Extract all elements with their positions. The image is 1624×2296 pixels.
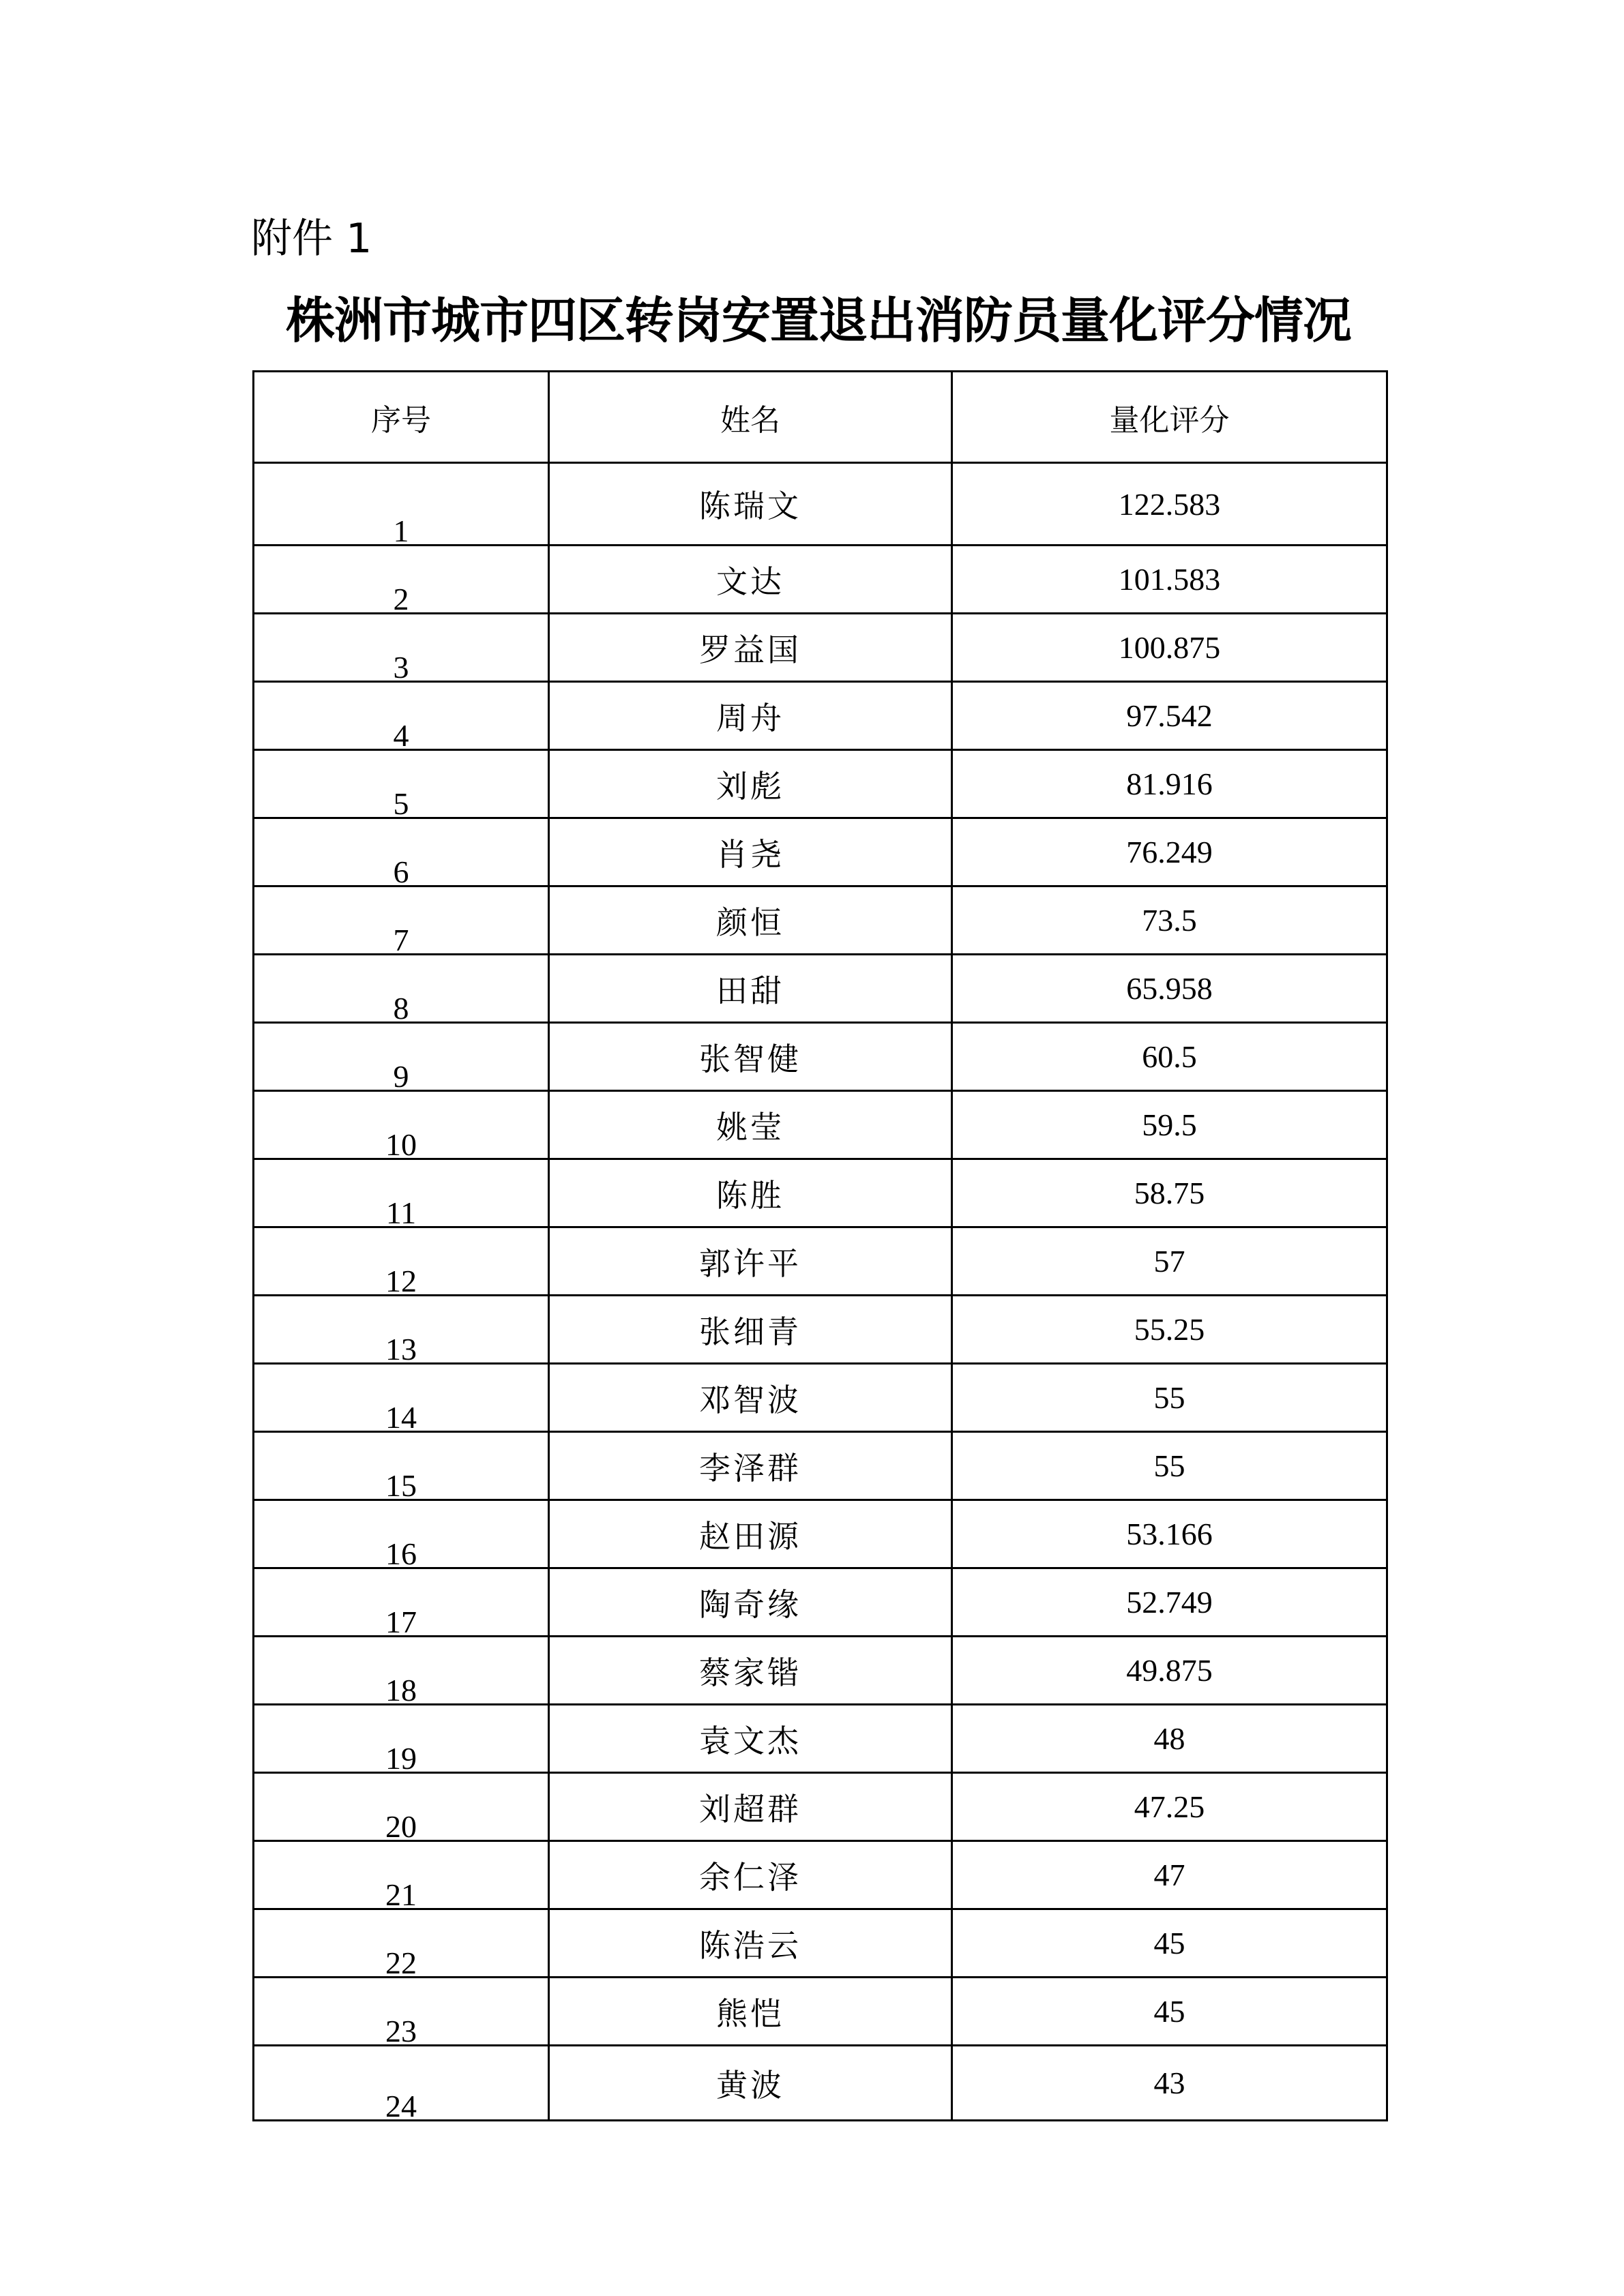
row-index: 22 — [385, 1945, 417, 1980]
row-index-cell — [254, 955, 549, 1026]
row-index: 17 — [385, 1605, 417, 1639]
table-row — [254, 1296, 1387, 1364]
row-index: 23 — [385, 2014, 417, 2048]
row-name: 黄波 — [549, 2046, 952, 2121]
row-name: 姚莹 — [549, 1091, 952, 1159]
row-index-cell — [254, 1909, 549, 1978]
row-name: 张细青 — [549, 1296, 952, 1364]
row-score: 45 — [952, 1978, 1387, 2046]
table-row — [254, 955, 1387, 1023]
row-name: 陈胜 — [549, 1159, 952, 1227]
column-header-name: 姓名 — [549, 372, 952, 463]
row-name: 肖尧 — [549, 818, 952, 886]
row-score: 57 — [952, 1227, 1387, 1296]
row-index: 9 — [393, 1059, 409, 1094]
row-name: 袁文杰 — [549, 1705, 952, 1773]
row-index-cell — [254, 2046, 549, 2121]
row-score: 52.749 — [952, 1568, 1387, 1637]
row-score: 55 — [952, 1432, 1387, 1500]
table-row — [254, 1568, 1387, 1637]
row-index: 3 — [393, 650, 409, 685]
row-index-cell — [254, 463, 549, 546]
row-score: 47.25 — [952, 1773, 1387, 1841]
row-index: 1 — [393, 513, 409, 548]
row-index: 16 — [385, 1536, 417, 1571]
row-index: 21 — [385, 1877, 417, 1912]
row-index: 15 — [385, 1468, 417, 1503]
table-row — [254, 1227, 1387, 1296]
row-score: 45 — [952, 1909, 1387, 1978]
row-score: 43 — [952, 2046, 1387, 2121]
row-score: 59.5 — [952, 1091, 1387, 1159]
row-name: 陈浩云 — [549, 1909, 952, 1978]
row-name: 李泽群 — [549, 1432, 952, 1500]
row-index: 13 — [385, 1332, 417, 1367]
row-index-cell — [254, 1841, 549, 1912]
row-name: 张智健 — [549, 1023, 952, 1091]
table-row — [254, 463, 1387, 546]
column-header-index: 序号 — [254, 372, 549, 463]
row-name: 赵田源 — [549, 1500, 952, 1568]
row-name: 刘彪 — [549, 750, 952, 818]
row-score: 47 — [952, 1841, 1387, 1909]
table-row — [254, 1705, 1387, 1773]
table-row — [254, 1637, 1387, 1705]
row-score: 76.249 — [952, 818, 1387, 886]
row-name: 陶奇缘 — [549, 1568, 952, 1637]
row-score: 55 — [952, 1364, 1387, 1432]
table-row — [254, 1023, 1387, 1091]
table-row — [254, 546, 1387, 614]
row-name: 邓智波 — [549, 1364, 952, 1432]
row-index-cell — [254, 1159, 549, 1230]
row-score: 58.75 — [952, 1159, 1387, 1227]
row-score: 48 — [952, 1705, 1387, 1773]
row-index: 2 — [393, 582, 409, 616]
row-index: 12 — [385, 1264, 417, 1298]
row-index-cell — [254, 1296, 549, 1367]
table-row — [254, 1841, 1387, 1909]
table-row — [254, 818, 1387, 886]
row-index: 5 — [393, 786, 409, 821]
row-index-cell — [254, 546, 549, 614]
row-index: 4 — [393, 718, 409, 753]
row-score: 101.583 — [952, 546, 1387, 614]
row-score: 100.875 — [952, 614, 1387, 682]
row-name: 田甜 — [549, 955, 952, 1023]
row-index-cell — [254, 886, 549, 955]
row-score: 49.875 — [952, 1637, 1387, 1705]
row-name: 文达 — [549, 546, 952, 614]
row-index: 18 — [385, 1673, 417, 1708]
table-row — [254, 886, 1387, 955]
table-row — [254, 682, 1387, 750]
row-score: 81.916 — [952, 750, 1387, 818]
row-index-cell — [254, 1500, 549, 1571]
row-score: 73.5 — [952, 886, 1387, 955]
table-row — [254, 1364, 1387, 1432]
row-index-cell — [254, 1023, 549, 1094]
row-index: 24 — [385, 2089, 417, 2123]
row-name: 颜恒 — [549, 886, 952, 955]
row-index: 8 — [393, 991, 409, 1026]
row-name: 刘超群 — [549, 1773, 952, 1841]
table-row — [254, 1773, 1387, 1841]
row-score: 97.542 — [952, 682, 1387, 750]
row-name: 熊恺 — [549, 1978, 952, 2046]
row-index-cell — [254, 682, 549, 753]
row-name: 余仁泽 — [549, 1841, 952, 1909]
row-score: 53.166 — [952, 1500, 1387, 1568]
row-index-cell — [254, 1773, 549, 1844]
row-index: 14 — [385, 1400, 417, 1435]
row-index-cell — [254, 614, 549, 685]
table-row — [254, 1978, 1387, 2046]
row-index-cell — [254, 818, 549, 889]
row-name: 蔡家锴 — [549, 1637, 952, 1705]
row-name: 郭许平 — [549, 1227, 952, 1296]
table-header-row — [254, 372, 1387, 463]
row-name: 罗益国 — [549, 614, 952, 682]
row-score: 60.5 — [952, 1023, 1387, 1091]
row-index: 20 — [385, 1809, 417, 1844]
table-row — [254, 1500, 1387, 1568]
table-row — [254, 1909, 1387, 1978]
table-row — [254, 1091, 1387, 1159]
table-row — [254, 614, 1387, 682]
row-name: 周舟 — [549, 682, 952, 750]
table-row — [254, 1159, 1387, 1227]
document-title: 株洲市城市四区转岗安置退出消防员量化评分情况 — [285, 291, 1351, 349]
row-index-cell — [254, 1705, 549, 1776]
row-name: 陈瑞文 — [549, 463, 952, 546]
row-index-cell — [254, 1978, 549, 2046]
table-row — [254, 1432, 1387, 1500]
row-index: 11 — [385, 1195, 417, 1230]
column-header-score: 量化评分 — [952, 372, 1387, 463]
row-index-cell — [254, 750, 549, 821]
row-score: 65.958 — [952, 955, 1387, 1023]
row-index: 6 — [393, 854, 409, 889]
row-score: 122.583 — [952, 463, 1387, 546]
row-index: 19 — [385, 1741, 417, 1776]
row-index-cell — [254, 1091, 549, 1162]
row-index: 10 — [385, 1127, 417, 1162]
row-index-cell — [254, 1364, 549, 1435]
table-row — [254, 2046, 1387, 2121]
row-index-cell — [254, 1227, 549, 1296]
attachment-label: 附件 1 — [251, 215, 372, 263]
row-index-cell — [254, 1637, 549, 1708]
row-index-cell — [254, 1432, 549, 1503]
row-score: 55.25 — [952, 1296, 1387, 1364]
row-index: 7 — [393, 923, 409, 957]
table-row — [254, 750, 1387, 818]
score-table — [252, 370, 1388, 2121]
row-index-cell — [254, 1568, 549, 1637]
